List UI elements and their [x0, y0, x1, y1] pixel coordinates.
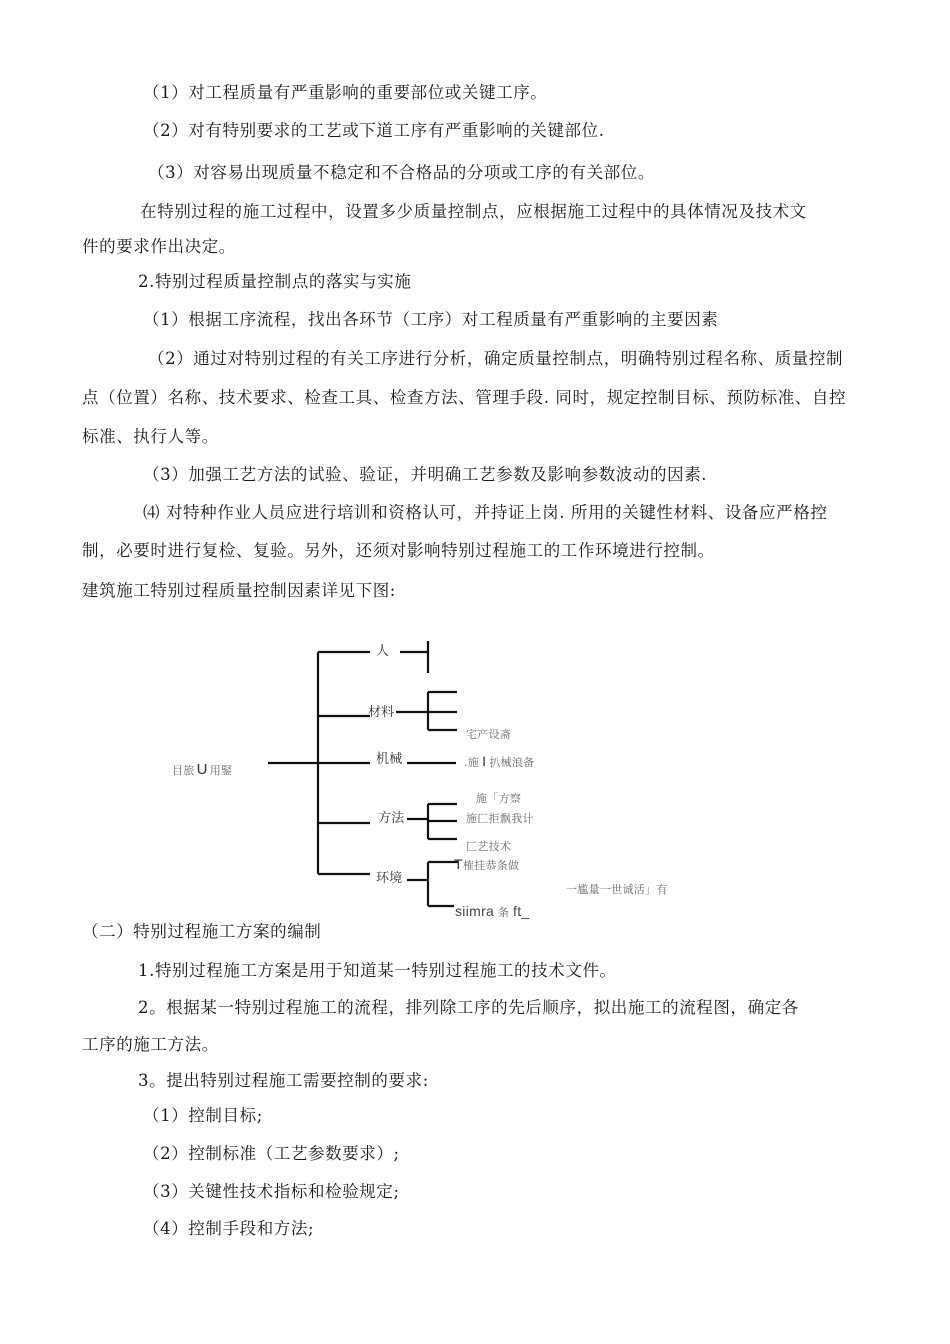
leaf-env-1-glyph: T: [454, 856, 463, 872]
leaf-machine-glyph: I: [482, 753, 487, 769]
leaf-env-2-word: siimra: [455, 903, 495, 919]
leaf-env-1-text: 榷挂恭条做: [462, 859, 520, 872]
paragraph-control-points-line2: 件的要求作出决定。: [82, 237, 236, 256]
leaf-env-2-word: ft_: [513, 903, 530, 919]
leaf-method-3: 匚艺技术: [466, 840, 512, 853]
section-heading-plan: （二）特别过程施工方案的编制: [82, 922, 322, 941]
item-2: （2）对有特别要求的工艺或下道工序有严重影响的关键部位.: [143, 121, 605, 140]
leaf-method-1: 施「方察: [476, 792, 522, 805]
paragraph-control-points-line1: 在特别过程的施工过程中，设置多少质量控制点，应根据施工过程中的具体情况及技术文: [140, 202, 807, 221]
plan-item-3: 3。提出特别过程施工需要控制的要求:: [138, 1071, 429, 1090]
branch-material: 材料: [368, 705, 395, 720]
branch-environment: 环境: [376, 871, 403, 886]
root-label-part: 目旅: [172, 764, 195, 777]
plan-item-1: 1.特别过程施工方案是用于知道某一特别过程施工的技术文件。: [138, 961, 617, 980]
leaf-env-3: 一尴量一世诚活」有: [566, 883, 668, 896]
item-process-test: （3）加强工艺方法的试验、验证，并明确工艺参数及影响参数波动的因素.: [143, 465, 708, 484]
requirement-2: （2）控制标准（工艺参数要求）;: [143, 1144, 400, 1163]
requirement-3: （3）关键性技术指标和检验规定;: [143, 1182, 400, 1201]
item-1: （1）对工程质量有严重影响的重要部位或关键工序。: [143, 83, 548, 102]
branch-machine: 机械: [376, 752, 403, 767]
plan-item-2-line2: 工序的施工方法。: [82, 1035, 219, 1054]
leaf-machine-part: 扒械浪备: [489, 756, 535, 769]
heading-implementation: 2.特别过程质量控制点的落实与实施: [138, 272, 412, 291]
leaf-method-2: 施匚拒飘我计: [466, 812, 534, 825]
figure-intro: 建筑施工特别过程质量控制因素详见下图:: [82, 581, 396, 600]
item-3: （3）对容易出现质量不稳定和不合格品的分项或工序的有关部位。: [148, 163, 655, 182]
item-training-line2: 制，必要时进行复检、复验。另外，还须对影响特别过程施工的工作环境进行控制。: [82, 541, 715, 560]
root-label-glyph: U: [196, 761, 208, 778]
item-analysis-line2: 点（位置）名称、技术要求、检查工具、检查方法、管理手段. 同时，规定控制目标、预防标准、自控: [82, 388, 847, 407]
leaf-env-1: [454, 853, 519, 877]
requirement-1: （1）控制目标;: [143, 1106, 263, 1125]
branch-method: 方法: [378, 811, 405, 826]
branch-person: 人: [376, 644, 390, 659]
leaf-machine-part: .施: [464, 756, 480, 769]
item-find-factors: （1）根据工序流程，找出各环节（工序）对工程质量有严重影响的主要因素: [143, 310, 719, 329]
requirement-4: （4）控制手段和方法;: [143, 1219, 315, 1238]
leaf-material: 宅产设斋: [466, 728, 512, 741]
leaf-env-2-part: 条: [497, 906, 510, 919]
item-analysis-line3: 标准、执行人等。: [82, 427, 219, 446]
root-label-part: 用鋻: [209, 764, 233, 777]
item-analysis-line1: （2）通过对特别过程的有关工序进行分析，确定质量控制点，明确特别过程名称、质量控制: [148, 349, 844, 368]
leaf-env-2: [455, 900, 530, 924]
item-training-line1: ⑷ 对特种作业人员应进行培训和资格认可，并持证上岗. 所用的关键性材料、设备应严格控: [143, 503, 828, 522]
plan-item-2-line1: 2。根据某一特别过程施工的流程，排列除工序的先后顺序，拟出施工的流程图，确定各: [138, 998, 799, 1017]
diagram-root-label: [172, 759, 232, 782]
leaf-machine: [464, 750, 535, 774]
